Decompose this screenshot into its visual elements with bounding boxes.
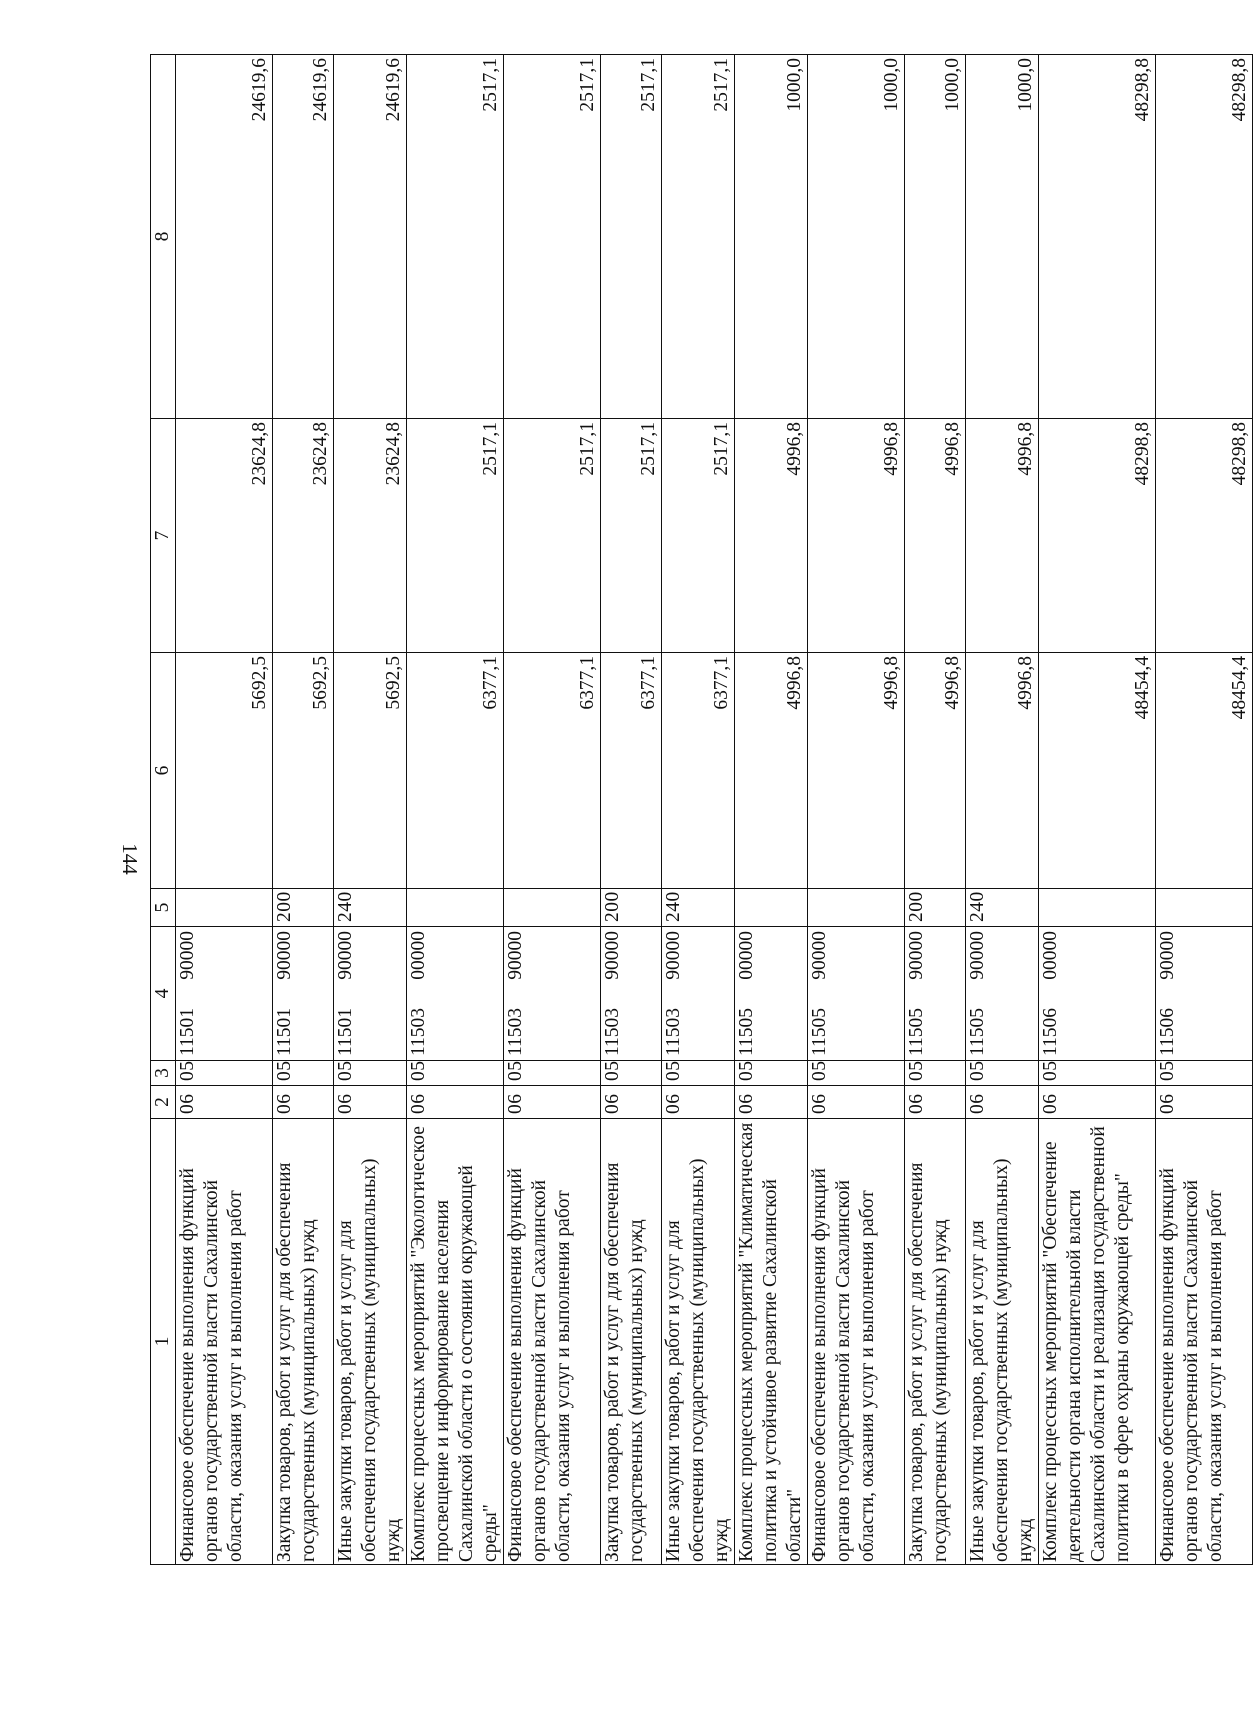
target-article-program: 11503 bbox=[408, 1007, 429, 1056]
amount-col-7: 48298,8 bbox=[1039, 419, 1156, 653]
amount-col-8: 1000,0 bbox=[808, 55, 905, 419]
table-row bbox=[735, 55, 808, 1565]
target-article-program: 11505 bbox=[967, 1007, 988, 1056]
amount-col-6: 6377,1 bbox=[601, 653, 662, 889]
amount-col-8: 24619,6 bbox=[273, 55, 334, 419]
table-row bbox=[966, 55, 1039, 1565]
table-row bbox=[504, 55, 601, 1565]
table-row bbox=[334, 55, 407, 1565]
amount-col-6: 4996,8 bbox=[735, 653, 808, 889]
target-article-direction: 90000 bbox=[663, 931, 684, 980]
target-article bbox=[1039, 927, 1156, 1061]
table-row bbox=[273, 55, 334, 1565]
amount-col-6: 5692,5 bbox=[176, 653, 273, 889]
subsection-code: 05 bbox=[808, 1061, 905, 1086]
section-code: 06 bbox=[808, 1086, 905, 1119]
amount-col-8: 24619,6 bbox=[176, 55, 273, 419]
rotated-table-wrapper bbox=[150, 55, 1250, 1565]
target-article-direction: 90000 bbox=[906, 931, 927, 980]
subsection-code: 05 bbox=[334, 1061, 407, 1086]
amount-col-6: 4996,8 bbox=[966, 653, 1039, 889]
row-name: Комплекс процессных мероприятий "Экологическое просвещение и информирование населения Сахалинской области о состоянии окружающей среды" bbox=[407, 1119, 504, 1565]
amount-col-7: 4996,8 bbox=[966, 419, 1039, 653]
amount-col-6: 5692,5 bbox=[273, 653, 334, 889]
target-article-direction: 90000 bbox=[505, 931, 526, 980]
amount-col-7: 4996,8 bbox=[735, 419, 808, 653]
subsection-code: 05 bbox=[601, 1061, 662, 1086]
header-col-1: 1 bbox=[151, 1119, 176, 1565]
expense-type bbox=[176, 889, 273, 927]
expense-type: 200 bbox=[601, 889, 662, 927]
section-code: 06 bbox=[273, 1086, 334, 1119]
section-code: 06 bbox=[1039, 1086, 1156, 1119]
target-article-program: 11501 bbox=[177, 1007, 198, 1056]
expense-type: 200 bbox=[905, 889, 966, 927]
table-row bbox=[1156, 55, 1253, 1565]
target-article-direction: 90000 bbox=[274, 931, 295, 980]
subsection-code: 05 bbox=[735, 1061, 808, 1086]
target-article bbox=[735, 927, 808, 1061]
target-article-program: 11503 bbox=[602, 1007, 623, 1056]
row-name: Иные закупки товаров, работ и услуг для обеспечения государственных (муниципальных) нужд bbox=[966, 1119, 1039, 1565]
table-row bbox=[905, 55, 966, 1565]
amount-col-8: 2517,1 bbox=[407, 55, 504, 419]
target-article-program: 11503 bbox=[505, 1007, 526, 1056]
header-col-3: 3 bbox=[151, 1061, 176, 1086]
row-name: Финансовое обеспечение выполнения функций органов государственной власти Сахалинской области, оказания услуг и выполнения работ bbox=[504, 1119, 601, 1565]
section-code: 06 bbox=[334, 1086, 407, 1119]
row-name: Комплекс процессных мероприятий "Климатическая политика и устойчивое развитие Сахалинской области" bbox=[735, 1119, 808, 1565]
amount-col-7: 4996,8 bbox=[808, 419, 905, 653]
budget-table bbox=[150, 54, 1253, 1565]
target-article bbox=[334, 927, 407, 1061]
amount-col-8: 2517,1 bbox=[504, 55, 601, 419]
subsection-code: 05 bbox=[1039, 1061, 1156, 1086]
section-code: 06 bbox=[735, 1086, 808, 1119]
target-article bbox=[601, 927, 662, 1061]
subsection-code: 05 bbox=[176, 1061, 273, 1086]
amount-col-6: 48454,4 bbox=[1156, 653, 1253, 889]
target-article-program: 11505 bbox=[736, 1007, 757, 1056]
section-code: 06 bbox=[1156, 1086, 1253, 1119]
expense-type: 200 bbox=[273, 889, 334, 927]
section-code: 06 bbox=[407, 1086, 504, 1119]
header-col-7: 7 bbox=[151, 419, 176, 653]
target-article-program: 11506 bbox=[1157, 1007, 1178, 1056]
section-code: 06 bbox=[504, 1086, 601, 1119]
amount-col-8: 2517,1 bbox=[601, 55, 662, 419]
subsection-code: 05 bbox=[905, 1061, 966, 1086]
amount-col-8: 24619,6 bbox=[334, 55, 407, 419]
amount-col-6: 6377,1 bbox=[504, 653, 601, 889]
table-row bbox=[176, 55, 273, 1565]
amount-col-6: 6377,1 bbox=[407, 653, 504, 889]
amount-col-7: 2517,1 bbox=[601, 419, 662, 653]
amount-col-7: 48298,8 bbox=[1156, 419, 1253, 653]
target-article-direction: 00000 bbox=[408, 931, 429, 980]
header-col-6: 6 bbox=[151, 653, 176, 889]
target-article bbox=[1156, 927, 1253, 1061]
amount-col-6: 5692,5 bbox=[334, 653, 407, 889]
subsection-code: 05 bbox=[662, 1061, 735, 1086]
row-name: Комплекс процессных мероприятий "Обеспечение деятельности органа исполнительной власти Сахалинской области и реализация государственной политики в сфере охраны окружающей среды" bbox=[1039, 1119, 1156, 1565]
row-name: Финансовое обеспечение выполнения функций органов государственной власти Сахалинской области, оказания услуг и выполнения работ bbox=[176, 1119, 273, 1565]
target-article-program: 11501 bbox=[335, 1007, 356, 1056]
row-name: Иные закупки товаров, работ и услуг для обеспечения государственных (муниципальных) нужд bbox=[334, 1119, 407, 1565]
section-code: 06 bbox=[662, 1086, 735, 1119]
header-col-5: 5 bbox=[151, 889, 176, 927]
amount-col-7: 23624,8 bbox=[176, 419, 273, 653]
header-row bbox=[151, 55, 176, 1565]
section-code: 06 bbox=[966, 1086, 1039, 1119]
amount-col-7: 23624,8 bbox=[334, 419, 407, 653]
row-name: Закупка товаров, работ и услуг для обеспечения государственных (муниципальных) нужд bbox=[273, 1119, 334, 1565]
target-article bbox=[966, 927, 1039, 1061]
section-code: 06 bbox=[905, 1086, 966, 1119]
expense-type bbox=[504, 889, 601, 927]
amount-col-6: 48454,4 bbox=[1039, 653, 1156, 889]
expense-type: 240 bbox=[334, 889, 407, 927]
amount-col-6: 6377,1 bbox=[662, 653, 735, 889]
amount-col-7: 2517,1 bbox=[504, 419, 601, 653]
target-article-direction: 90000 bbox=[967, 931, 988, 980]
target-article-program: 11505 bbox=[809, 1007, 830, 1056]
amount-col-7: 2517,1 bbox=[662, 419, 735, 653]
row-name: Финансовое обеспечение выполнения функций органов государственной власти Сахалинской области, оказания услуг и выполнения работ bbox=[1156, 1119, 1253, 1565]
header-col-4: 4 bbox=[151, 927, 176, 1061]
amount-col-8: 48298,8 bbox=[1039, 55, 1156, 419]
subsection-code: 05 bbox=[273, 1061, 334, 1086]
expense-type bbox=[407, 889, 504, 927]
expense-type: 240 bbox=[966, 889, 1039, 927]
amount-col-8: 48298,8 bbox=[1156, 55, 1253, 419]
amount-col-8: 2517,1 bbox=[662, 55, 735, 419]
target-article-direction: 90000 bbox=[809, 931, 830, 980]
amount-col-7: 4996,8 bbox=[905, 419, 966, 653]
expense-type: 240 bbox=[662, 889, 735, 927]
section-code: 06 bbox=[601, 1086, 662, 1119]
amount-col-8: 1000,0 bbox=[905, 55, 966, 419]
subsection-code: 05 bbox=[504, 1061, 601, 1086]
target-article-direction: 90000 bbox=[335, 931, 356, 980]
target-article-program: 11506 bbox=[1040, 1007, 1061, 1056]
target-article bbox=[905, 927, 966, 1061]
amount-col-8: 1000,0 bbox=[966, 55, 1039, 419]
section-code: 06 bbox=[176, 1086, 273, 1119]
target-article-direction: 90000 bbox=[177, 931, 198, 980]
row-name: Закупка товаров, работ и услуг для обеспечения государственных (муниципальных) нужд bbox=[905, 1119, 966, 1565]
header-col-2: 2 bbox=[151, 1086, 176, 1119]
expense-type bbox=[1156, 889, 1253, 927]
expense-type bbox=[1039, 889, 1156, 927]
amount-col-7: 2517,1 bbox=[407, 419, 504, 653]
target-article bbox=[504, 927, 601, 1061]
amount-col-6: 4996,8 bbox=[808, 653, 905, 889]
target-article bbox=[407, 927, 504, 1061]
table-row bbox=[808, 55, 905, 1565]
target-article bbox=[662, 927, 735, 1061]
expense-type bbox=[808, 889, 905, 927]
target-article-program: 11503 bbox=[663, 1007, 684, 1056]
target-article bbox=[808, 927, 905, 1061]
amount-col-7: 23624,8 bbox=[273, 419, 334, 653]
target-article-direction: 90000 bbox=[1157, 931, 1178, 980]
subsection-code: 05 bbox=[407, 1061, 504, 1086]
row-name: Иные закупки товаров, работ и услуг для обеспечения государственных (муниципальных) нужд bbox=[662, 1119, 735, 1565]
amount-col-6: 4996,8 bbox=[905, 653, 966, 889]
header-col-8: 8 bbox=[151, 55, 176, 419]
target-article bbox=[176, 927, 273, 1061]
target-article-direction: 00000 bbox=[1040, 931, 1061, 980]
target-article-program: 11501 bbox=[274, 1007, 295, 1056]
subsection-code: 05 bbox=[966, 1061, 1039, 1086]
table-row bbox=[407, 55, 504, 1565]
target-article-program: 11505 bbox=[906, 1007, 927, 1056]
table-row bbox=[662, 55, 735, 1565]
target-article-direction: 90000 bbox=[602, 931, 623, 980]
target-article-direction: 00000 bbox=[736, 931, 757, 980]
amount-col-8: 1000,0 bbox=[735, 55, 808, 419]
table-row bbox=[601, 55, 662, 1565]
page-number: 144 bbox=[118, 843, 142, 875]
table-row bbox=[1039, 55, 1156, 1565]
row-name: Финансовое обеспечение выполнения функций органов государственной власти Сахалинской области, оказания услуг и выполнения работ bbox=[808, 1119, 905, 1565]
row-name: Закупка товаров, работ и услуг для обеспечения государственных (муниципальных) нужд bbox=[601, 1119, 662, 1565]
target-article bbox=[273, 927, 334, 1061]
subsection-code: 05 bbox=[1156, 1061, 1253, 1086]
expense-type bbox=[735, 889, 808, 927]
